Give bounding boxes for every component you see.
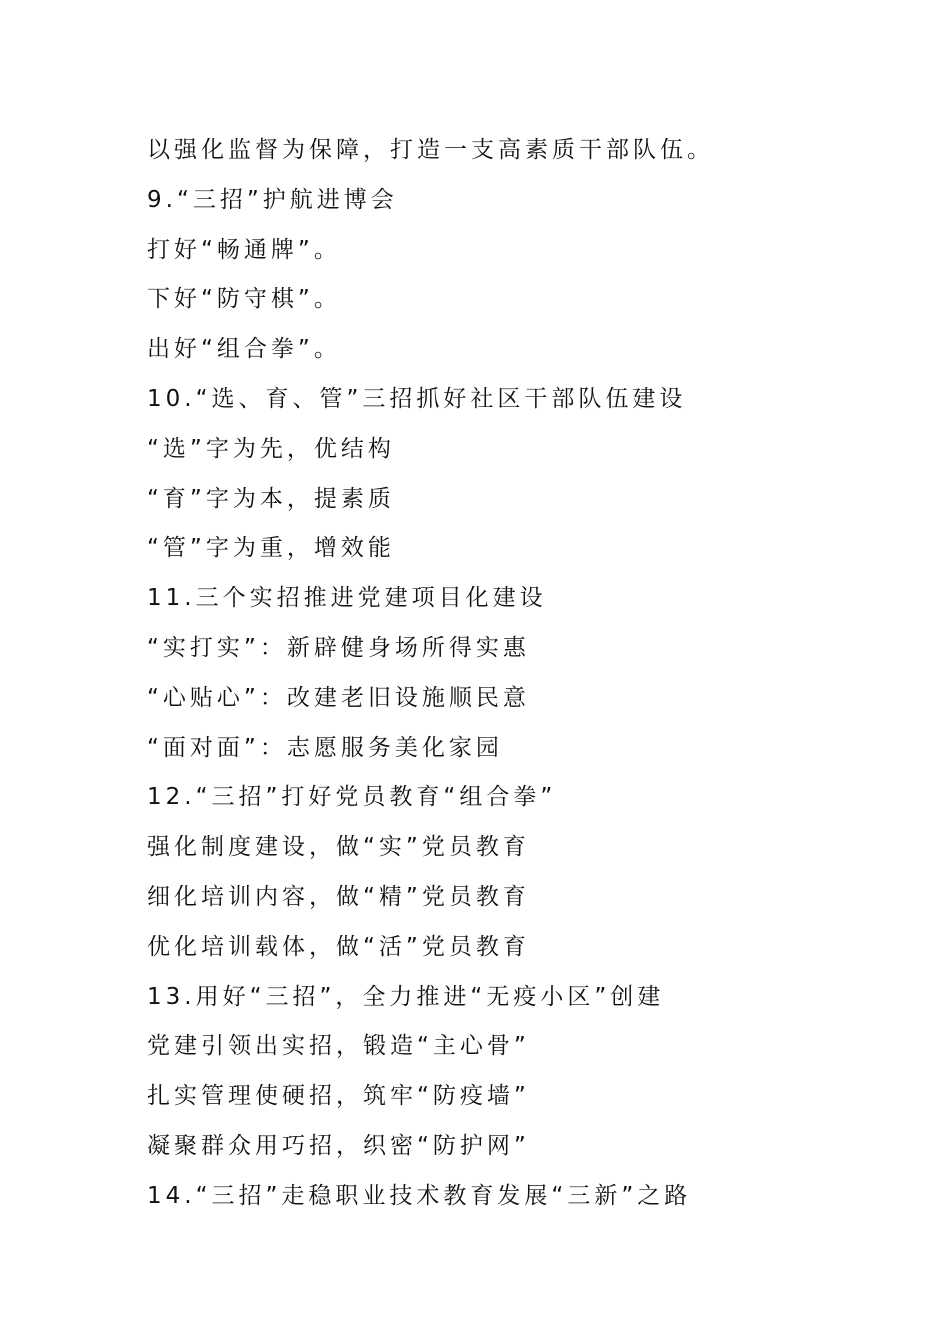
section-heading: 12.“三招”打好党员教育“组合拳” — [147, 784, 557, 811]
section-heading: 9.“三招”护航进博会 — [147, 186, 398, 213]
body-line: 出好“组合拳”。 — [147, 336, 341, 363]
section-heading: 14.“三招”走稳职业技术教育发展“三新”之路 — [147, 1182, 692, 1209]
body-line: 党建引领出实招，锻造“主心骨” — [147, 1033, 530, 1060]
body-line: “育”字为本，提素质 — [147, 485, 395, 512]
body-line: “选”字为先，优结构 — [147, 435, 395, 462]
body-line: 强化制度建设，做“实”党员教育 — [147, 834, 530, 861]
document-body — [147, 126, 907, 1222]
body-line: “管”字为重，增效能 — [147, 535, 395, 562]
body-line: “心贴心”：改建老旧设施顺民意 — [147, 684, 530, 711]
body-line: 下好“防守棋”。 — [147, 286, 341, 313]
body-line: 凝聚群众用巧招，织密“防护网” — [147, 1132, 530, 1159]
body-line: 优化培训载体，做“活”党员教育 — [147, 933, 530, 960]
body-line: 细化培训内容，做“精”党员教育 — [147, 883, 530, 910]
body-line: 扎实管理使硬招，筑牢“防疫墙” — [147, 1083, 530, 1110]
body-line: 打好“畅通牌”。 — [147, 236, 341, 263]
body-line: 以强化监督为保障，打造一支高素质干部队伍。 — [147, 137, 714, 163]
section-heading: 10.“选、育、管”三招抓好社区干部队伍建设 — [147, 385, 687, 412]
body-line: “实打实”：新辟健身场所得实惠 — [147, 634, 530, 661]
body-line: “面对面”：志愿服务美化家园 — [147, 734, 503, 761]
section-heading: 11.三个实招推进党建项目化建设 — [147, 585, 547, 612]
section-heading: 13.用好“三招”，全力推进“无疫小区”创建 — [147, 983, 665, 1010]
